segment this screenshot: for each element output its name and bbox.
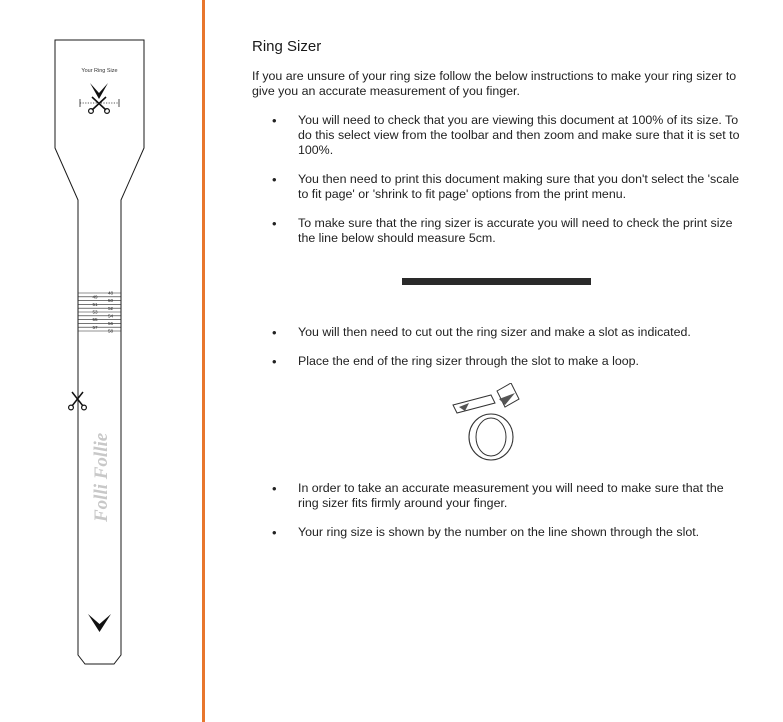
instruction-item: • To make sure that the ring sizer is accurate you will need to check the print size the line below should measure 5cm. <box>252 216 742 246</box>
ring-sizer-strip <box>0 0 200 722</box>
instruction-list-top <box>252 113 742 246</box>
ring-loop-icon <box>445 383 545 463</box>
intro-text: If you are unsure of your ring size follow the below instructions to make your ring sizer to give you an accurate measurement of you finger. <box>252 69 737 98</box>
sizer-header-label: Your Ring Size <box>81 68 118 74</box>
instruction-item: • You then need to print this document making sure that you don't select the 'scale to fit page' or 'shrink to fit page' options from the print menu. <box>252 172 742 202</box>
scale-label: 48 <box>108 290 114 296</box>
scale-label: 52 <box>108 305 114 311</box>
scale-label: 58 <box>108 328 114 334</box>
instruction-item: • In order to take an accurate measurement you will need to make sure that the ring sizer fits firmly around your finger. <box>252 481 742 511</box>
scale-label: 55 <box>92 317 98 323</box>
size-scale <box>78 291 121 334</box>
scale-label: 53 <box>92 309 98 315</box>
instructions-panel <box>252 38 742 554</box>
brand-watermark: Folli Follie <box>91 432 112 522</box>
instruction-item: • Your ring size is shown by the number on the line shown through the slot. <box>252 525 742 540</box>
scale-label: 57 <box>92 324 98 330</box>
scale-label: 51 <box>92 302 98 307</box>
instruction-list-middle <box>252 325 742 369</box>
scale-label: 50 <box>108 298 114 304</box>
instruction-item: • You will need to check that you are viewing this document at 100% of its size. To do this select view from the toolbar and then zoom and make sure that it is set to 100%. <box>252 113 742 158</box>
sizer-outline <box>55 40 144 664</box>
scale-label: 54 <box>108 313 114 319</box>
orange-divider <box>202 0 205 722</box>
scale-label: 56 <box>108 321 114 326</box>
instruction-item: • Place the end of the ring sizer through the slot to make a loop. <box>252 354 742 369</box>
page-title: Ring Sizer <box>252 38 322 55</box>
scale-label: 49 <box>92 294 98 300</box>
five-cm-measurement-line <box>402 278 591 285</box>
instruction-item: • You will then need to cut out the ring sizer and make a slot as indicated. <box>252 325 742 340</box>
instruction-list-bottom <box>252 481 742 540</box>
